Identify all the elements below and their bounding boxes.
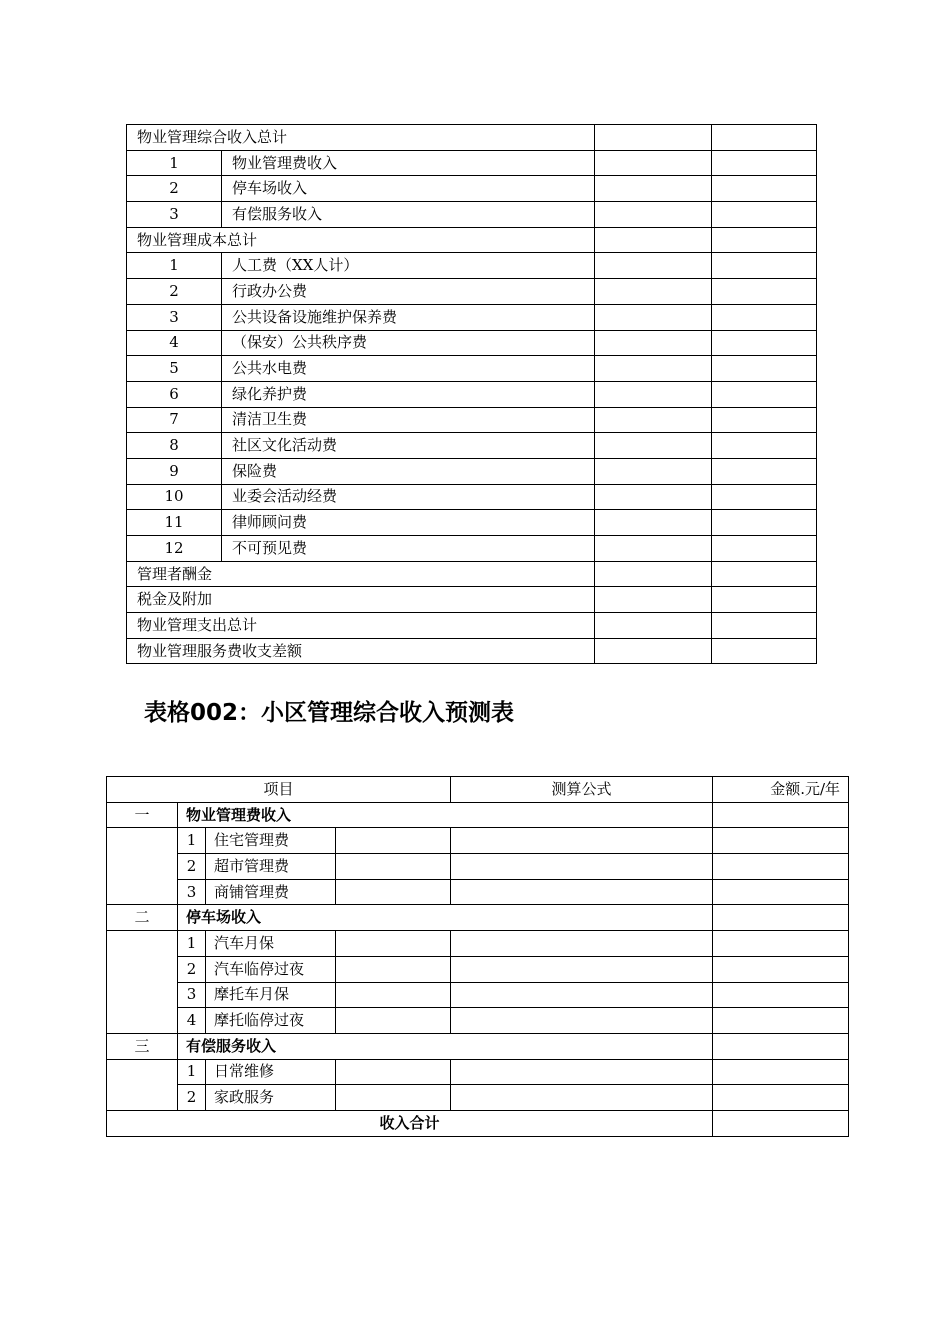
detail-cell xyxy=(336,854,451,880)
summary-table xyxy=(126,124,817,664)
table-row xyxy=(127,458,817,484)
detail-cell xyxy=(336,956,451,982)
row-label: 保险费 xyxy=(222,458,595,484)
header-amount: 金额.元/年 xyxy=(713,777,849,803)
table-row xyxy=(127,356,817,382)
value-cell xyxy=(712,227,817,253)
value-cell xyxy=(595,176,712,202)
group-number: 二 xyxy=(107,905,178,931)
formula-cell xyxy=(451,879,713,905)
table-row xyxy=(127,484,817,510)
row-number: 12 xyxy=(127,536,222,562)
row-label: 业委会活动经费 xyxy=(222,484,595,510)
table-row xyxy=(127,510,817,536)
balance-label: 物业管理服务费收支差额 xyxy=(127,638,595,664)
item-number: 2 xyxy=(178,854,206,880)
row-label: 公共水电费 xyxy=(222,356,595,382)
amount-cell xyxy=(713,828,849,854)
row-number: 5 xyxy=(127,356,222,382)
detail-cell xyxy=(336,1085,451,1111)
amount-cell xyxy=(713,1059,849,1085)
value-cell xyxy=(712,407,817,433)
value-cell xyxy=(712,484,817,510)
value-cell xyxy=(595,202,712,228)
table-row xyxy=(127,304,817,330)
amount-cell xyxy=(713,1110,849,1136)
detail-cell xyxy=(336,982,451,1008)
formula-cell xyxy=(451,854,713,880)
table-row xyxy=(127,202,817,228)
row-label: 公共设备设施维护保养费 xyxy=(222,304,595,330)
row-number: 3 xyxy=(127,304,222,330)
item-number: 4 xyxy=(178,1008,206,1034)
amount-cell xyxy=(713,905,849,931)
value-cell xyxy=(595,356,712,382)
item-number: 1 xyxy=(178,931,206,957)
value-cell xyxy=(712,638,817,664)
amount-cell xyxy=(713,1008,849,1034)
value-cell xyxy=(595,613,712,639)
value-cell xyxy=(595,484,712,510)
detail-cell xyxy=(336,1059,451,1085)
row-number: 6 xyxy=(127,381,222,407)
value-cell xyxy=(712,458,817,484)
value-cell xyxy=(595,381,712,407)
manager-reward-label: 管理者酬金 xyxy=(127,561,595,587)
item-number: 2 xyxy=(178,1085,206,1111)
item-label: 摩托车月保 xyxy=(206,982,336,1008)
value-cell xyxy=(712,536,817,562)
row-label: 社区文化活动费 xyxy=(222,433,595,459)
formula-cell xyxy=(451,1085,713,1111)
item-number: 1 xyxy=(178,1059,206,1085)
group-row xyxy=(107,1033,849,1059)
detail-cell xyxy=(336,931,451,957)
amount-cell xyxy=(713,982,849,1008)
total-label: 收入合计 xyxy=(107,1110,713,1136)
income-total-label: 物业管理综合收入总计 xyxy=(127,125,595,151)
row-label: 物业管理费收入 xyxy=(222,150,595,176)
value-cell xyxy=(712,202,817,228)
table-row xyxy=(127,279,817,305)
tax-label: 税金及附加 xyxy=(127,587,595,613)
formula-cell xyxy=(451,1059,713,1085)
cost-total-label: 物业管理成本总计 xyxy=(127,227,595,253)
amount-cell xyxy=(713,1085,849,1111)
row-number: 10 xyxy=(127,484,222,510)
row-number: 7 xyxy=(127,407,222,433)
formula-cell xyxy=(451,931,713,957)
income-forecast-table xyxy=(106,776,849,1137)
header-formula: 测算公式 xyxy=(451,777,713,803)
table-row xyxy=(127,536,817,562)
table-row xyxy=(107,956,849,982)
value-cell xyxy=(595,125,712,151)
detail-cell xyxy=(336,1008,451,1034)
formula-cell xyxy=(451,1008,713,1034)
amount-cell xyxy=(713,931,849,957)
row-label: 律师顾问费 xyxy=(222,510,595,536)
group-row xyxy=(107,802,849,828)
row-label: 绿化养护费 xyxy=(222,381,595,407)
item-label: 商铺管理费 xyxy=(206,879,336,905)
amount-cell xyxy=(713,956,849,982)
formula-cell xyxy=(451,828,713,854)
value-cell xyxy=(712,176,817,202)
group-title: 停车场收入 xyxy=(178,905,713,931)
item-number: 3 xyxy=(178,982,206,1008)
value-cell xyxy=(595,587,712,613)
table-row xyxy=(107,828,849,854)
detail-cell xyxy=(336,879,451,905)
table-row xyxy=(127,176,817,202)
value-cell xyxy=(595,433,712,459)
group-spacer xyxy=(107,1059,178,1110)
item-label: 超市管理费 xyxy=(206,854,336,880)
table-row xyxy=(127,433,817,459)
row-label: 有偿服务收入 xyxy=(222,202,595,228)
value-cell xyxy=(712,613,817,639)
value-cell xyxy=(712,279,817,305)
item-label: 汽车临停过夜 xyxy=(206,956,336,982)
group-spacer xyxy=(107,828,178,905)
row-number: 3 xyxy=(127,202,222,228)
row-label: （保安）公共秩序费 xyxy=(222,330,595,356)
value-cell xyxy=(712,253,817,279)
value-cell xyxy=(712,304,817,330)
row-label: 行政办公费 xyxy=(222,279,595,305)
table-row xyxy=(107,1059,849,1085)
value-cell xyxy=(712,150,817,176)
group-row xyxy=(107,905,849,931)
header-item: 项目 xyxy=(107,777,451,803)
formula-cell xyxy=(451,982,713,1008)
expense-total-label: 物业管理支出总计 xyxy=(127,613,595,639)
value-cell xyxy=(595,458,712,484)
table-row xyxy=(107,982,849,1008)
table-row xyxy=(127,227,817,253)
group-spacer xyxy=(107,931,178,1034)
table-row xyxy=(107,931,849,957)
value-cell xyxy=(595,561,712,587)
row-label: 停车场收入 xyxy=(222,176,595,202)
value-cell xyxy=(712,381,817,407)
item-label: 家政服务 xyxy=(206,1085,336,1111)
row-label: 不可预见费 xyxy=(222,536,595,562)
group-number: 一 xyxy=(107,802,178,828)
row-number: 2 xyxy=(127,279,222,305)
value-cell xyxy=(712,125,817,151)
table-row xyxy=(127,381,817,407)
value-cell xyxy=(712,510,817,536)
formula-cell xyxy=(451,956,713,982)
table-row xyxy=(127,150,817,176)
row-label: 人工费（XX人计） xyxy=(222,253,595,279)
detail-cell xyxy=(336,828,451,854)
row-number: 11 xyxy=(127,510,222,536)
value-cell xyxy=(595,253,712,279)
table-row xyxy=(127,613,817,639)
row-number: 2 xyxy=(127,176,222,202)
item-label: 日常维修 xyxy=(206,1059,336,1085)
value-cell xyxy=(595,536,712,562)
total-row xyxy=(107,1110,849,1136)
amount-cell xyxy=(713,879,849,905)
item-number: 3 xyxy=(178,879,206,905)
group-title: 有偿服务收入 xyxy=(178,1033,713,1059)
amount-cell xyxy=(713,802,849,828)
table-row xyxy=(107,1085,849,1111)
row-label: 清洁卫生费 xyxy=(222,407,595,433)
value-cell xyxy=(712,561,817,587)
table-row xyxy=(127,407,817,433)
value-cell xyxy=(595,227,712,253)
value-cell xyxy=(595,304,712,330)
table-row xyxy=(127,638,817,664)
value-cell xyxy=(712,433,817,459)
amount-cell xyxy=(713,854,849,880)
value-cell xyxy=(595,279,712,305)
value-cell xyxy=(712,330,817,356)
value-cell xyxy=(712,356,817,382)
value-cell xyxy=(595,638,712,664)
value-cell xyxy=(712,587,817,613)
row-number: 4 xyxy=(127,330,222,356)
table-row xyxy=(127,125,817,151)
row-number: 8 xyxy=(127,433,222,459)
group-number: 三 xyxy=(107,1033,178,1059)
amount-cell xyxy=(713,1033,849,1059)
table2-title: 表格002：小区管理综合收入预测表 xyxy=(144,700,515,726)
item-number: 2 xyxy=(178,956,206,982)
item-label: 汽车月保 xyxy=(206,931,336,957)
table-row xyxy=(127,561,817,587)
value-cell xyxy=(595,330,712,356)
value-cell xyxy=(595,407,712,433)
table-row xyxy=(127,587,817,613)
table-row xyxy=(127,330,817,356)
value-cell xyxy=(595,150,712,176)
table-row xyxy=(107,879,849,905)
item-label: 摩托临停过夜 xyxy=(206,1008,336,1034)
row-number: 1 xyxy=(127,253,222,279)
header-row xyxy=(107,777,849,803)
group-title: 物业管理费收入 xyxy=(178,802,713,828)
row-number: 1 xyxy=(127,150,222,176)
table-row xyxy=(107,1008,849,1034)
value-cell xyxy=(595,510,712,536)
item-number: 1 xyxy=(178,828,206,854)
item-label: 住宅管理费 xyxy=(206,828,336,854)
row-number: 9 xyxy=(127,458,222,484)
table-row xyxy=(107,854,849,880)
table-row xyxy=(127,253,817,279)
